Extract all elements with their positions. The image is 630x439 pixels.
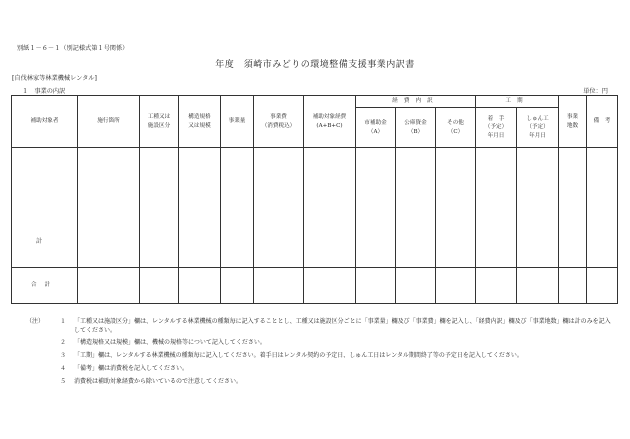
category-label: [自伐林家等林業機械レンタル]: [12, 75, 97, 82]
cell-count[interactable]: [559, 148, 587, 268]
header-breakdown-group: 経費内訳: [356, 96, 476, 108]
total-cell[interactable]: [179, 268, 221, 304]
header-count: 事業 地数: [559, 96, 587, 148]
cell-start-date[interactable]: [476, 148, 517, 268]
header-subsidy: 市補助金 （A）: [356, 108, 396, 148]
header-subject: 補助対象者: [12, 96, 78, 148]
subtotal-label: 計: [36, 238, 43, 245]
notes-label: （注）: [26, 318, 45, 325]
breakdown-table: [11, 95, 618, 304]
header-other: その他 （C）: [436, 108, 476, 148]
total-cell[interactable]: [254, 268, 304, 304]
cell-location[interactable]: [78, 148, 140, 268]
header-spec: 構造規格 又は規模: [179, 96, 221, 148]
cell-remarks[interactable]: [587, 148, 618, 268]
note-item: １ 「工種又は施設区分」欄は、レンタルする林業機械の種類毎に記入することとし、工種又は施設区分ごとに「事業量」欄及び「事業費」欄を記入し、「経費内訳」欄及び「事業地数」欄は計のみを記入してください。: [60, 318, 611, 334]
total-cell[interactable]: [304, 268, 356, 304]
header-end-date: しゅん工 （予定） 年月日: [517, 108, 559, 148]
total-cell[interactable]: [436, 268, 476, 304]
total-cell[interactable]: [140, 268, 179, 304]
cell-other[interactable]: [436, 148, 476, 268]
header-eligible: 補助対象経費 (A+B+C): [304, 96, 356, 148]
total-cell[interactable]: [517, 268, 559, 304]
total-cell[interactable]: [356, 268, 396, 304]
table-row: [12, 148, 618, 268]
cell-cost[interactable]: [254, 148, 304, 268]
unit-label: 単位：円: [583, 88, 608, 95]
total-label: 合計: [12, 268, 78, 304]
form-reference: 別紙１－６－１（別記様式第１号関係）: [17, 45, 129, 52]
total-cell[interactable]: [221, 268, 254, 304]
header-cost: 事業費 （消費税込）: [254, 96, 304, 148]
section-heading: １ 事業の内訳: [22, 88, 66, 95]
cell-public-fund[interactable]: [396, 148, 436, 268]
header-period-group: 工期: [476, 96, 559, 108]
total-cell[interactable]: [587, 268, 618, 304]
cell-eligible[interactable]: [304, 148, 356, 268]
header-remarks: 備 考: [587, 96, 618, 148]
total-cell[interactable]: [78, 268, 140, 304]
cell-quantity[interactable]: [221, 148, 254, 268]
header-start-date: 着 手 （予定） 年月日: [476, 108, 517, 148]
total-cell[interactable]: [476, 268, 517, 304]
cell-subsidy[interactable]: [356, 148, 396, 268]
total-cell[interactable]: [396, 268, 436, 304]
note-item: ２ 「構造規格又は規模」欄は、機械の規格等について記入してください。: [60, 339, 266, 346]
note-item: ４ 「備考」欄は消費税を記入してください。: [60, 365, 189, 372]
cell-spec[interactable]: [179, 148, 221, 268]
note-item: ３ 「工期」欄は、レンタルする林業機械の種類毎に記入してください。着手日はレンタル契約の予定日、しゅん工日はレンタル期間終了等の予定日を記入してください。: [60, 352, 523, 359]
header-public-fund: 公庫資金 （B）: [396, 108, 436, 148]
header-location: 施行箇所: [78, 96, 140, 148]
total-cell[interactable]: [559, 268, 587, 304]
cell-end-date[interactable]: [517, 148, 559, 268]
header-type: 工種又は 施設区分: [140, 96, 179, 148]
note-item: ５ 消費税は補助対象経費から除いているので注意してください。: [60, 378, 243, 385]
page-title: 年度 須崎市みどりの環境整備支援事業内訳書: [215, 60, 415, 70]
cell-type[interactable]: [140, 148, 179, 268]
total-row: [12, 268, 618, 304]
header-quantity: 事業量: [221, 96, 254, 148]
cell-subject[interactable]: [12, 148, 78, 268]
